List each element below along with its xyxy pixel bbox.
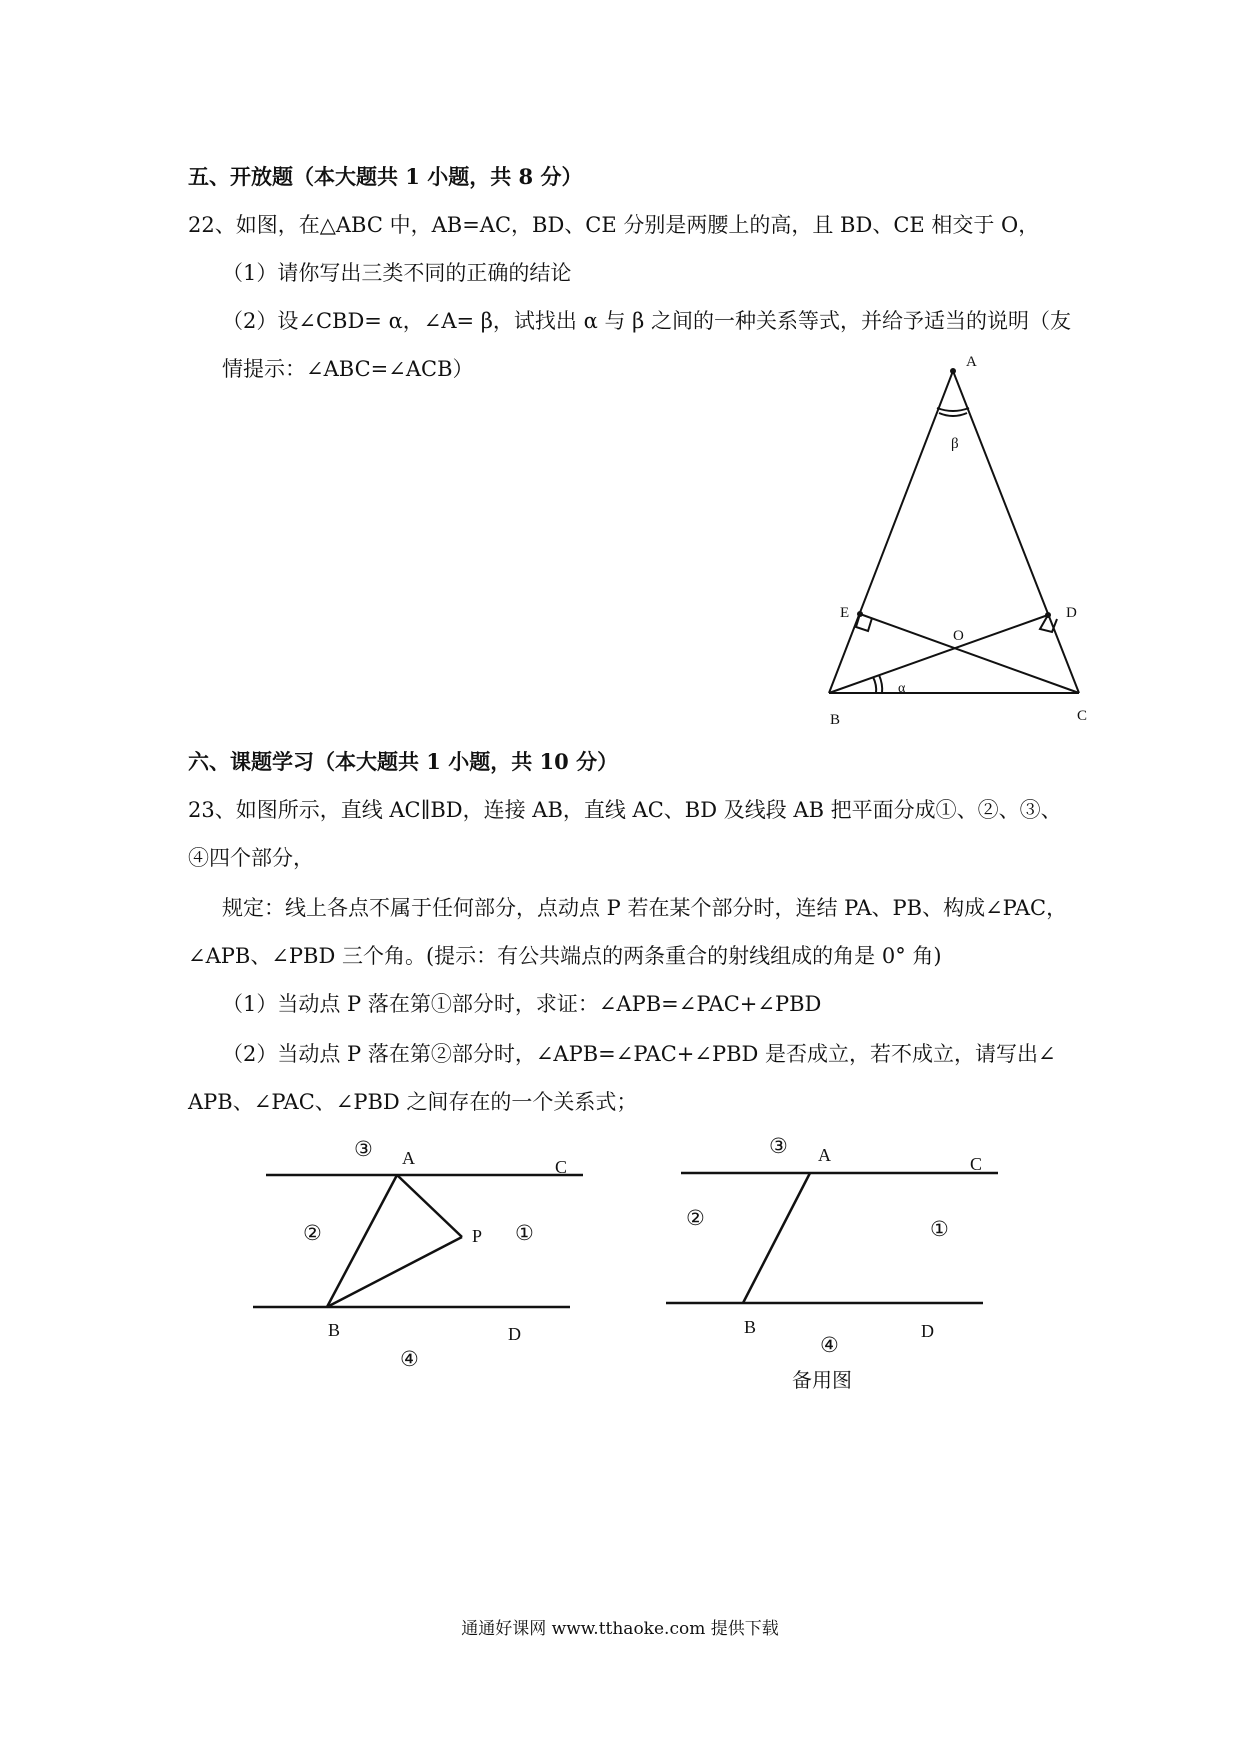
- label-beta: β: [951, 436, 959, 452]
- label-B: B: [830, 712, 841, 728]
- q23-part1: （1）当动点 P 落在第①部分时，求证：∠APB=∠PAC+∠PBD: [222, 992, 822, 1016]
- region-2-label: ②: [686, 1206, 705, 1230]
- label-E: E: [840, 605, 850, 621]
- label-alpha: α: [898, 681, 906, 696]
- q22-part1: （1）请你写出三类不同的正确的结论: [222, 261, 572, 285]
- label-C: C: [970, 1154, 983, 1174]
- label-A: A: [402, 1148, 415, 1168]
- region-4-label: ④: [400, 1347, 419, 1371]
- region-1-label: ①: [515, 1221, 534, 1245]
- label-A: A: [966, 354, 977, 370]
- q23-line4: ∠APB、∠PBD 三个角。(提示：有公共端点的两条重合的射线组成的角是 0° 角): [188, 944, 942, 968]
- q23-line1: 23、如图所示，直线 AC∥BD，连接 AB，直线 AC、BD 及线段 AB 把平面分成①、②、③、: [188, 798, 1062, 822]
- q23-line3: 规定：线上各点不属于任何部分，点动点 P 若在某个部分时，连结 PA、PB、构成∠PAC，: [222, 896, 1068, 920]
- region-3-label: ③: [769, 1134, 788, 1158]
- region-3-label: ③: [354, 1137, 373, 1161]
- q22-part2-line2: 情提示：∠ABC=∠ACB）: [222, 357, 474, 381]
- page-footer: 通通好课网 www.tthaoke.com 提供下载: [461, 1619, 779, 1639]
- label-C: C: [555, 1157, 568, 1177]
- label-A: A: [818, 1145, 831, 1165]
- q23-part2-line1: （2）当动点 P 落在第②部分时，∠APB=∠PAC+∠PBD 是否成立，若不成立，请写出∠: [222, 1042, 1056, 1066]
- section6-heading: 六、课题学习（本大题共 1 小题，共 10 分）: [188, 749, 619, 774]
- label-D: D: [508, 1324, 521, 1344]
- label-B: B: [328, 1320, 341, 1340]
- q22-stem: 22、如图，在△ABC 中，AB=AC，BD、CE 分别是两腰上的高，且 BD、CE 相交于 O，: [188, 213, 1040, 237]
- q23-line2: ④四个部分，: [188, 846, 314, 870]
- region-2-label: ②: [303, 1221, 322, 1245]
- q23-part2-line2: APB、∠PAC、∠PBD 之间存在的一个关系式；: [188, 1090, 638, 1114]
- label-D: D: [921, 1321, 934, 1341]
- label-B: B: [744, 1317, 757, 1337]
- q22-part2-line1: （2）设∠CBD= α，∠A= β，试找出 α 与 β 之间的一种关系等式，并给予适当的说明（友: [222, 309, 1071, 333]
- label-O: O: [953, 628, 964, 644]
- region-4-label: ④: [820, 1333, 839, 1357]
- label-P: P: [472, 1226, 483, 1246]
- region-1-label: ①: [930, 1217, 949, 1241]
- section5-heading: 五、开放题（本大题共 1 小题，共 8 分）: [188, 164, 583, 189]
- spare-figure-caption: 备用图: [792, 1370, 852, 1392]
- label-D: D: [1066, 605, 1077, 621]
- label-C: C: [1077, 708, 1088, 724]
